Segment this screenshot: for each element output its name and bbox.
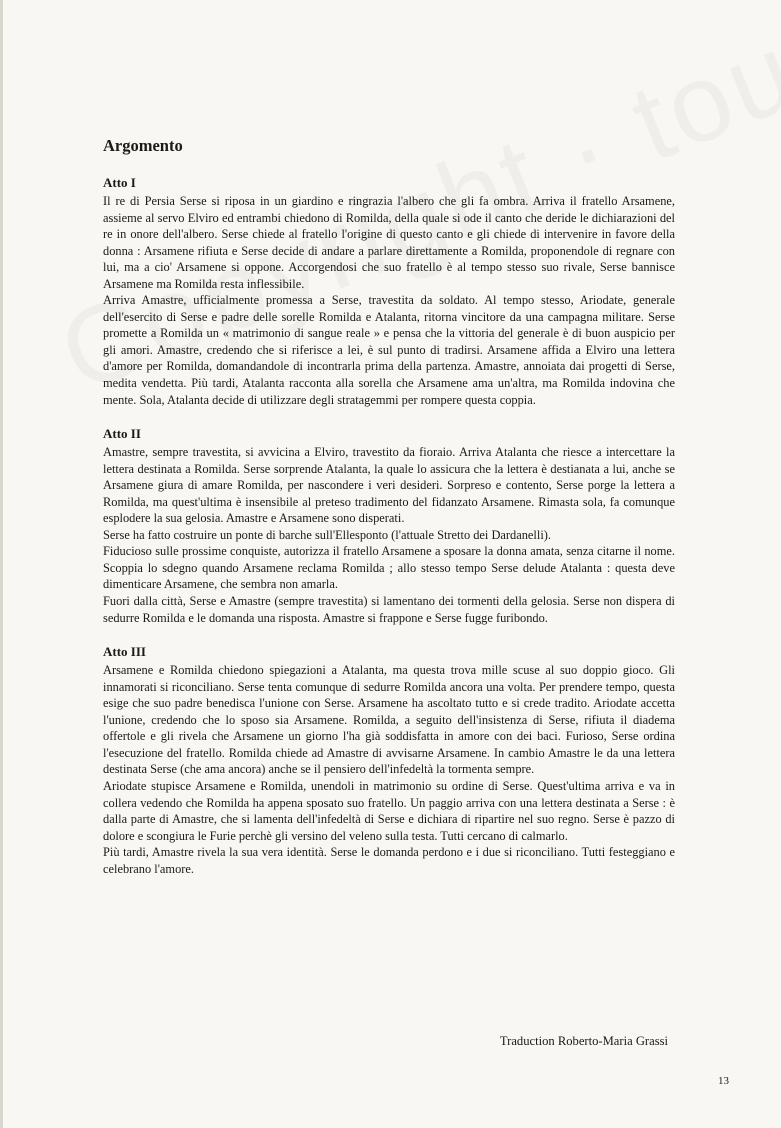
argument-content (103, 136, 675, 895)
act-1-paragraph: Il re di Persia Serse si riposa in un giardino e ringrazia l'albero che gli fa ombra. Arriva il fratello Arsamene, assieme al servo Elviro ed entrambi chiedono di Romilda, della quale si ode il canto che deride le dichiarazioni del re in onore dell'albero. Serse chiede al fratello l'origine di questo canto e gli chiede di intervenire in favore della donna : Arsamene rifiuta e Serse decide di andare a parlare direttamente a Romilda, proponendole di regnare con lui, ma a cio' Arsamene si oppone. Accorgendosi che suo fratello è al tempo stesso suo rivale, Serse bannisce Arsamene ma Romilda resta inflessibile. (103, 194, 675, 291)
page-title: Argomento (103, 136, 183, 155)
act-2-section (103, 426, 675, 626)
act-3-paragraph: Più tardi, Amastre rivela la sua vera identità. Serse le domanda perdono e i due si riconciliano. Tutti festeggiano e celebrano l'amore. (103, 845, 675, 876)
act-2-paragraph: Serse ha fatto costruire un ponte di barche sull'Ellesponto (l'attuale Stretto dei Dardanelli). (103, 527, 551, 542)
act-2-heading: Atto II (103, 426, 141, 442)
translation-credit: Traduction Roberto-Maria Grassi (499, 1034, 668, 1048)
act-1-heading: Atto I (103, 175, 136, 190)
act-3-paragraph: Arsamene e Romilda chiedono spiegazioni a Atalanta, ma questa trova mille scuse al suo doppio gioco. Gli innamorati si riconciliano. Serse tenta comunque di sedurre Romilda ancora una volta. Per prendere tempo, questa esige che suo padre benedisca l'unione con Serse. Arsamene ha ascoltato tutto e si crede tradito. Ariodate accetta l'unione, credendo che lo sposo sia Arsamene. Romilda, a seguito dell'insistenza di Serse, rifiuta il diadema offertole e gli rivela che Arsamene un giorno l'ha già soddisfatta in amore con dei baci. Furioso, Serse ordina l'esecuzione del fratello. Romilda chiede ad Amastre di avvisarne Arsamene. In cambio Amastre le da una lettera destinata Serse (che ama ancora) anche se il pensiero dell'infedeltà la tormenta sempre. (103, 663, 675, 777)
act-2-paragraph: Fiducioso sulle prossime conquiste, autorizza il fratello Arsamene a sposare la donna amata, senza citarne il nome. Scoppia lo sdegno quando Arsamene reclama Romilda ; allo stesso tempo Serse delude Atalanta : questa deve dimenticare Arsamene, che sembra non amarla. (103, 544, 675, 592)
act-2-paragraph: Amastre, sempre travestita, si avvicina a Elviro, travestito da fioraio. Arriva Atalanta che riesce a intercettare la lettera destinata a Romilda. Serse sorprende Atalanta, la quale lo assicura che la lettera è destianata a lui, anche se Arsamene giura di amare Romilda, per nascondere i veri desideri. Sorpreso e contento, Serse porge la lettera a Romilda, ma quest'ultima è insensibile al preteso tradimento del fidanzato Arsamene. Rimasta sola, fa comunque esplodere la sua gelosia. Amastre e Arsamene sono disperati. (103, 445, 675, 526)
act-1-section (103, 175, 675, 408)
act-3-paragraph: Ariodate stupisce Arsamene e Romilda, unendoli in matrimonio su ordine di Serse. Quest'ultima arriva e va in collera vedendo che Romilda ha appena sposato suo fratello. Un paggio arriva con una lettera destinata a Serse : è dalla parte di Amastre, che si lamenta dell'infedeltà di Serse e dichiara di ripartire nel suo regno. Serse è pazzo di dolore e scongiura le Furie perchè gli versino del veleno sulla testa. Tutti cercano di calmarlo. (103, 778, 675, 843)
page-number: 13 (718, 1075, 729, 1087)
act-3-heading: Atto III (103, 644, 146, 660)
act-1-paragraph: Arriva Amastre, ufficialmente promessa a Serse, travestita da soldato. Al tempo stesso, Ariodate, generale dell'esercito di Serse e padre delle sorelle Romilda e Atalanta, ritorna vincitore da una campagna militare. Serse promette a Romilda un « matrimonio di sangue reale » e pensa che la vittoria del generale è di buon auspicio per gli amori. Amastre, credendo che si riferisce a lei, è sul punto di tradirsi. Arsamene affida a Elviro una lettera d'amore per Romilda, domandandole di incontrarla prima della partenza. Amastre, annoiata dai progetti di Serse, medita vendetta. Più tardi, Atalanta racconta alla sorella che Arsamene ama un'altra, ma Romilda indovina che mente. Sola, Atalanta decide di utilizzare degli stratagemmi per rompere questa coppia. (103, 293, 675, 407)
act-2-paragraph: Fuori dalla città, Serse e Amastre (sempre travestita) si lamentano dei tormenti della gelosia. Serse non dispera di sedurre Romilda e le domanda una risposta. Amastre si frappone e Serse fugge furibondo. (103, 594, 675, 625)
act-3-section (103, 644, 675, 877)
